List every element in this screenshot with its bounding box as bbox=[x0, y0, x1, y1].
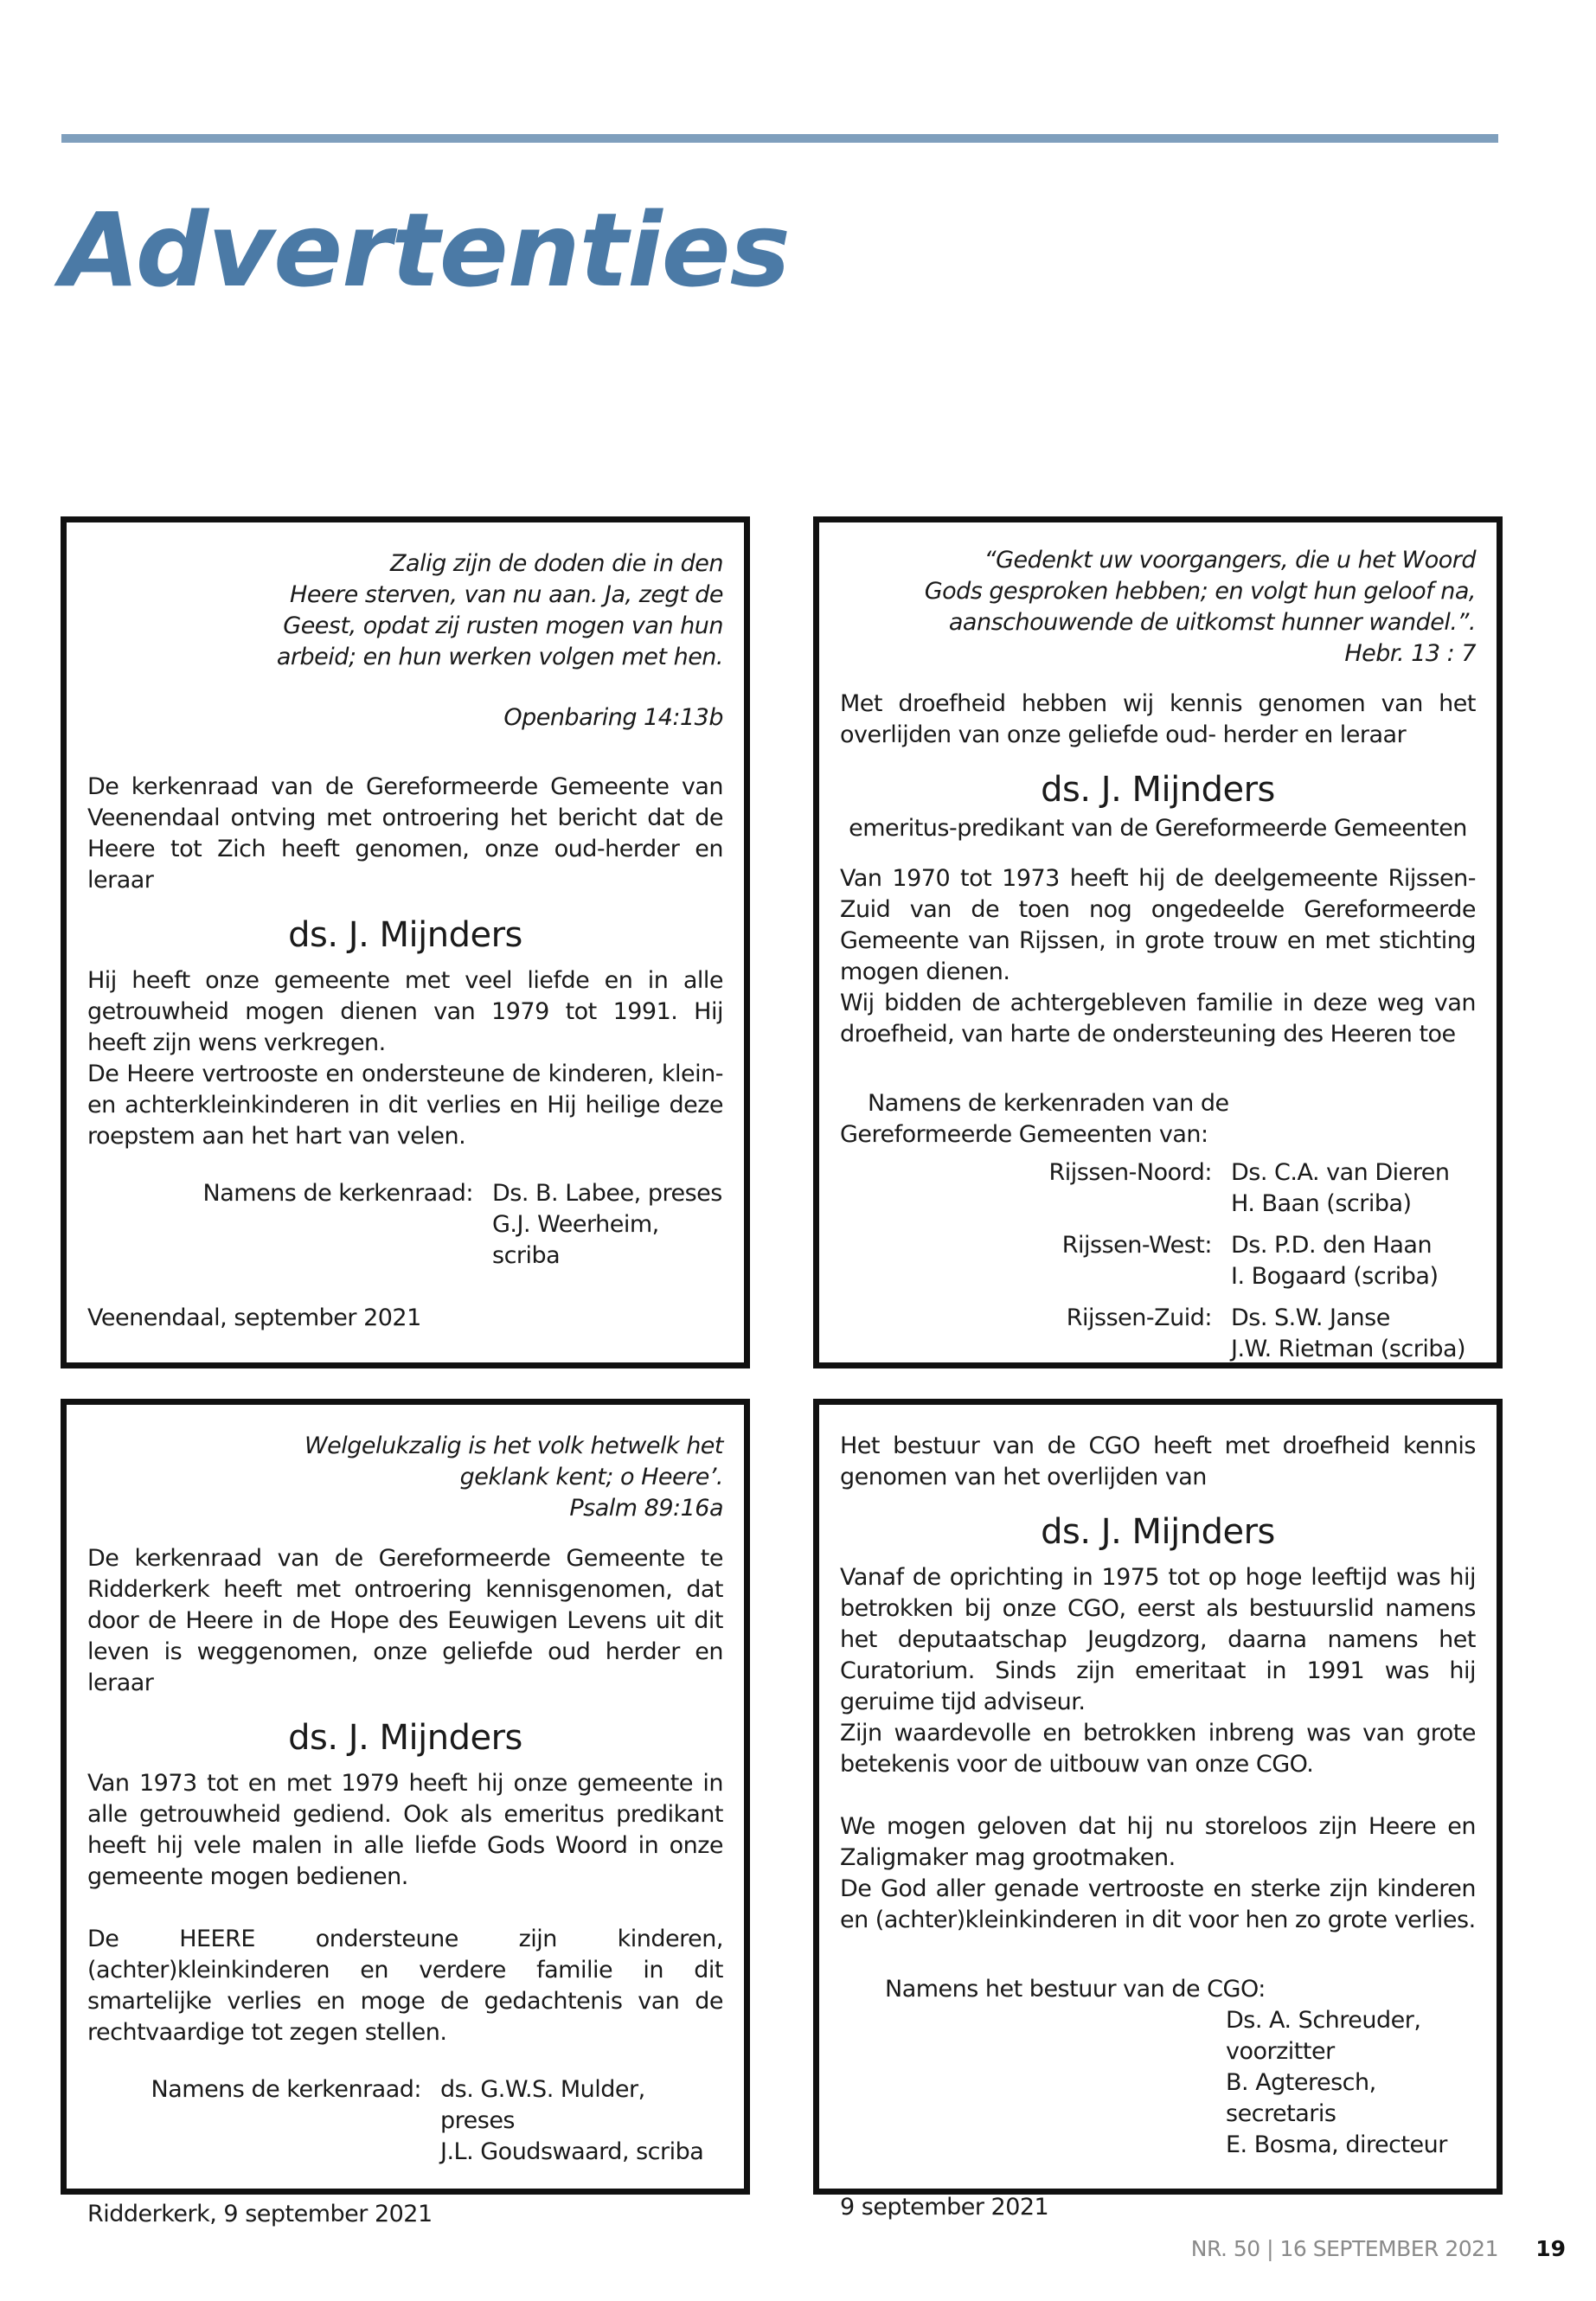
quote-line: Zalig zijn de doden die in den bbox=[390, 550, 723, 577]
signatory: Ds. C.A. van Dieren bbox=[1231, 1159, 1450, 1186]
deceased-subtitle: emeritus-predikant van de Gereformeerde Gemeenten bbox=[849, 815, 1467, 842]
body-text: De God aller genade vertrooste en sterke zijn kinderen en (achter)kleinkinderen in dit voor hen zo grote verlies. bbox=[840, 1875, 1476, 1933]
bible-quote bbox=[87, 548, 723, 673]
signature-label: Rijssen-Zuid: bbox=[1066, 1304, 1212, 1331]
body-text: De HEERE ondersteune zijn kinderen, (achter)kleinkinderen en verdere familie in dit smartelijke verlies en moge de gedachtenis van de rechtvaardige tot zegen stellen. bbox=[87, 1926, 723, 2046]
signature-label: Rijssen-Noord: bbox=[1048, 1159, 1212, 1186]
body-text: Zijn waardevolle en betrokken inbreng was van grote betekenis voor de uitbouw van onze CGO. bbox=[840, 1720, 1476, 1778]
quote-reference: Hebr. 13 : 7 bbox=[1344, 640, 1476, 667]
deceased-name: ds. J. Mijnders bbox=[288, 1718, 522, 1758]
signature-names bbox=[492, 1178, 723, 1272]
signature-label: Namens de kerkenraad: bbox=[202, 1180, 473, 1207]
intro-text: De kerkenraad van de Gereformeerde Gemeente van Veenendaal ontving met ontroering het bericht dat de Heere tot Zich heeft genomen, onze oud-herder en leraar bbox=[87, 773, 723, 894]
signatory: Ds. S.W. Janse bbox=[1231, 1304, 1390, 1331]
signature-label: Rijssen-West: bbox=[1061, 1232, 1212, 1259]
signature-names bbox=[1231, 1230, 1476, 1292]
page-title: Advertenties bbox=[61, 190, 790, 310]
signature-block bbox=[840, 1974, 1476, 2161]
signatory: G.J. Weerheim, scriba bbox=[492, 1211, 659, 1269]
top-rule bbox=[61, 134, 1498, 143]
intro-text: Met droefheid hebben wij kennis genomen van het overlijden van onze geliefde oud- herder en leraar bbox=[840, 690, 1476, 748]
signatory: B. Agteresch, secretaris bbox=[1226, 2069, 1376, 2127]
signature-heading-line: Gereformeerde Gemeenten van: bbox=[840, 1121, 1208, 1148]
signatory: J.W. Rietman (scriba) bbox=[1231, 1336, 1466, 1362]
signature-label: Namens de kerkenraad: bbox=[151, 2076, 421, 2103]
place-date: Veenendaal, september 2021 bbox=[87, 1304, 421, 1331]
quote-line: Gods gesproken hebben; en volgt hun geloof na, bbox=[924, 578, 1476, 605]
quote-line: Welgelukzalig is het volk hetwelk het bbox=[304, 1433, 723, 1459]
quote-line: arbeid; en hun werken volgen met hen. bbox=[276, 644, 723, 670]
intro-text: De kerkenraad van de Gereformeerde Gemeente te Ridderkerk heeft met ontroering kennisgenomen, dat door de Heere in de Hope des Eeuwigen Levens uit dit leven is weggenomen, onze geliefde oud herder en leraar bbox=[87, 1545, 723, 1696]
signature-heading-line: Namens de kerkenraden van de bbox=[868, 1090, 1229, 1117]
advertisement-veenendaal bbox=[61, 516, 750, 1368]
intro-text: Het bestuur van de CGO heeft met droefheid kennis genomen van het overlijden van bbox=[840, 1433, 1476, 1490]
advertisement-cgo bbox=[813, 1399, 1503, 2221]
body-text: Hij heeft onze gemeente met veel liefde en in alle getrouwheid mogen dienen van 1979 tot 1991. Hij heeft zijn wens verkregen. bbox=[87, 967, 723, 1056]
signatory: E. Bosma, directeur bbox=[1226, 2131, 1447, 2158]
signature-names bbox=[1231, 1303, 1476, 1365]
quote-line: aanschouwende de uitkomst hunner wandel.”. bbox=[948, 609, 1476, 636]
body-text: Van 1973 tot en met 1979 heeft hij onze gemeente in alle getrouwheid gediend. Ook als emeritus predikant heeft hij vele malen in alle liefde Gods Woord in onze gemeente mogen bedienen. bbox=[87, 1770, 723, 1890]
signature-names bbox=[1231, 1157, 1476, 1220]
deceased-name: ds. J. Mijnders bbox=[1041, 1512, 1275, 1552]
place-date: Ridderkerk, 9 september 2021 bbox=[87, 2201, 433, 2227]
bible-quote bbox=[87, 1431, 723, 1524]
body-text: Vanaf de oprichting in 1975 tot op hoge leeftijd was hij betrokken bij onze CGO, eerst als bestuurslid namens het deputaatschap Jeugdzorg, daarna namens het Curatorium. Sinds zijn emeritaat in 1991 was hij geruime tijd adviseur. bbox=[840, 1564, 1476, 1715]
signatory: Ds. B. Labee, preses bbox=[492, 1180, 722, 1207]
body-text: Van 1970 tot 1973 heeft hij de deelgemeente Rijssen-Zuid van de toen nog ongedeelde Gereformeerde Gemeente van Rijssen, in grote trouw en met stichting mogen dienen. bbox=[840, 865, 1476, 985]
body-text: De Heere vertrooste en ondersteune de kinderen, klein- en achterkleinkinderen in dit verlies en Hij heilige deze roepstem aan het hart van velen. bbox=[87, 1061, 723, 1150]
quote-line: geklank kent; o Heere’. bbox=[459, 1464, 723, 1490]
quote-line: “Gedenkt uw voorgangers, die u het Woord bbox=[984, 547, 1476, 574]
quote-line: Geest, opdat zij rusten mogen van hun bbox=[283, 612, 723, 639]
bible-quote bbox=[840, 545, 1476, 670]
signature-label: Namens het bestuur van de CGO: bbox=[885, 1976, 1266, 2003]
advertisement-rijssen bbox=[813, 516, 1503, 1368]
signature-names bbox=[440, 2074, 723, 2168]
advertisement-ridderkerk bbox=[61, 1399, 750, 2227]
signatory: I. Bogaard (scriba) bbox=[1231, 1263, 1439, 1290]
quote-line: Heere sterven, van nu aan. Ja, zegt de bbox=[290, 581, 723, 608]
body-text: We mogen geloven dat hij nu storeloos zijn Heere en Zaligmaker mag grootmaken. bbox=[840, 1813, 1476, 1871]
page-number: 19 bbox=[1535, 2236, 1566, 2261]
signatory: Ds. P.D. den Haan bbox=[1231, 1232, 1433, 1259]
signatory: Ds. A. Schreuder, voorzitter bbox=[1226, 2007, 1421, 2065]
quote-reference: Psalm 89:16a bbox=[569, 1495, 723, 1522]
signature-block bbox=[87, 2074, 723, 2168]
quote-reference: Openbaring 14:13b bbox=[503, 704, 723, 731]
signatory: H. Baan (scriba) bbox=[1231, 1190, 1412, 1217]
signature-block bbox=[840, 1157, 1476, 1365]
place-date: 9 september 2021 bbox=[840, 2194, 1049, 2221]
signature-heading bbox=[840, 1088, 1476, 1150]
deceased-name: ds. J. Mijnders bbox=[1041, 770, 1275, 810]
body-text: Wij bidden de achtergebleven familie in deze weg van droefheid, van harte de ondersteuning des Heeren toe bbox=[840, 990, 1476, 1048]
signature-block bbox=[87, 1178, 723, 1272]
deceased-name: ds. J. Mijnders bbox=[288, 915, 522, 955]
issue-info: NR. 50 | 16 SEPTEMBER 2021 bbox=[1190, 2236, 1498, 2261]
signatory: ds. G.W.S. Mulder, preses bbox=[440, 2076, 645, 2134]
signature-names bbox=[885, 2005, 1476, 2161]
signatory: J.L. Goudswaard, scriba bbox=[440, 2138, 704, 2165]
